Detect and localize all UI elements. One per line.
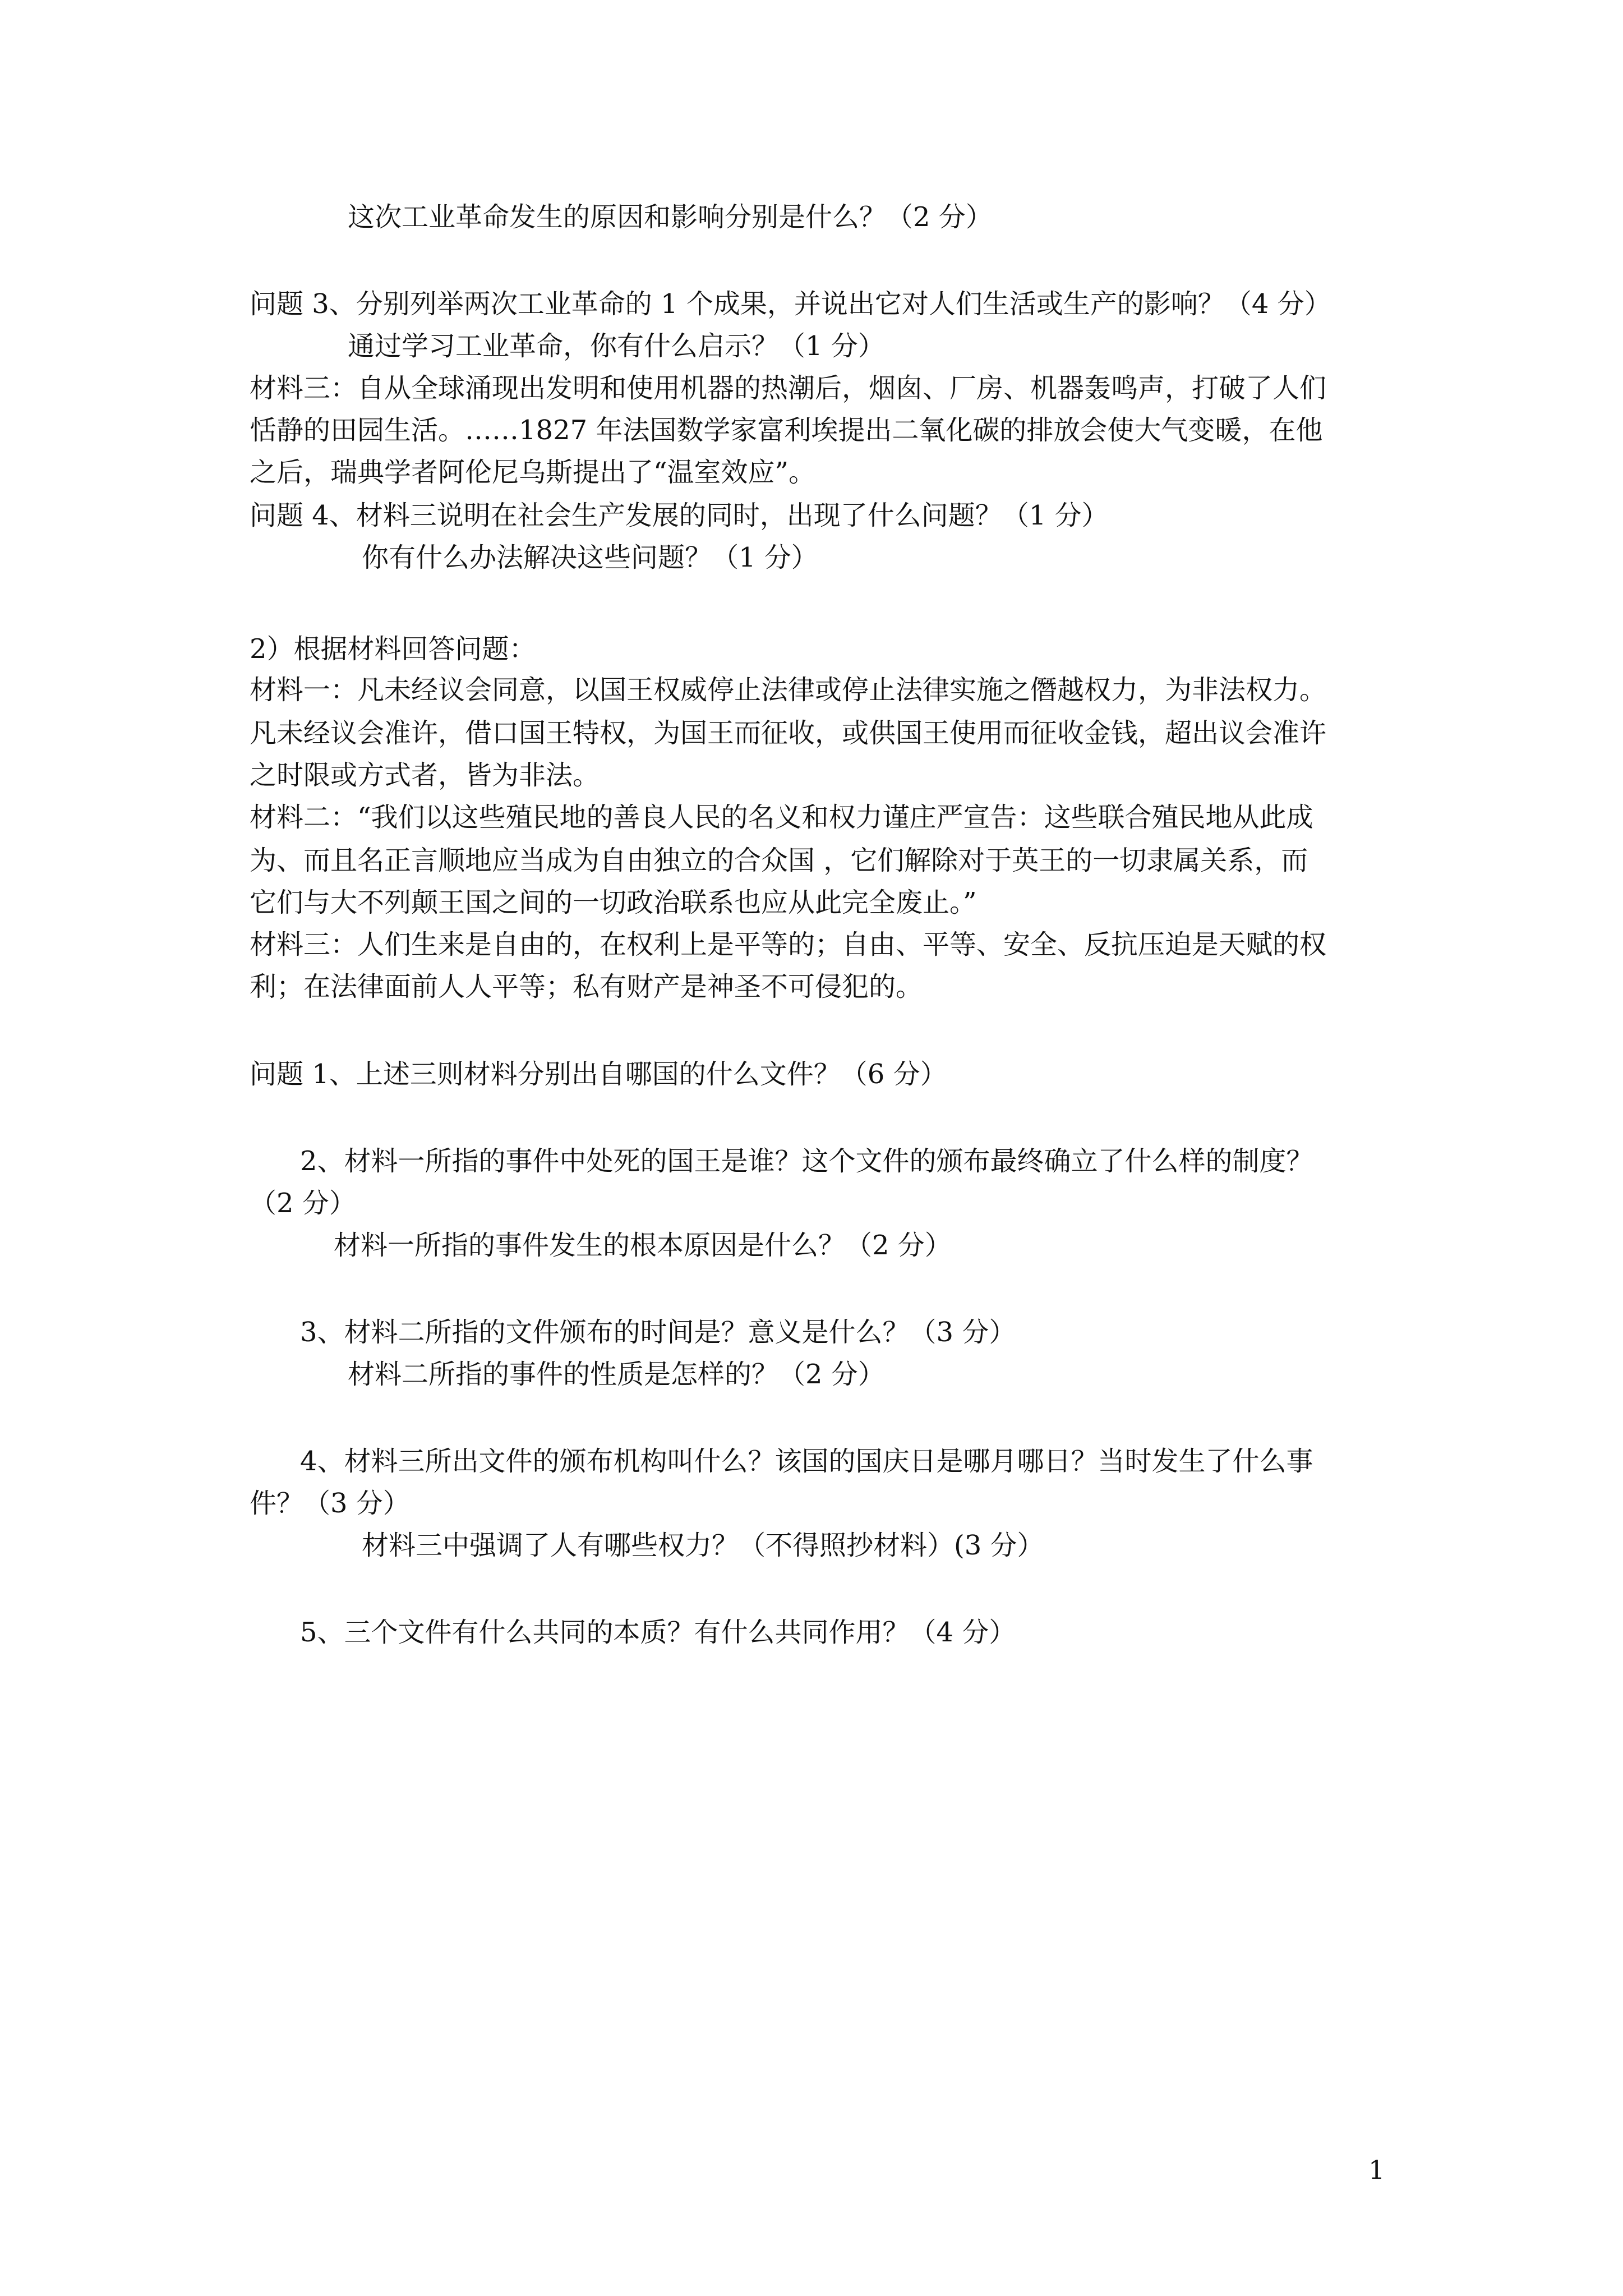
question-4b-line-2: 件？（3 分） xyxy=(250,1488,410,1519)
question-2-followup: 这次工业革命发生的原因和影响分别是什么？（2 分） xyxy=(348,201,993,233)
question-4: 问题 4、材料三说明在社会生产发展的同时，出现了什么问题？（1 分） xyxy=(250,500,1109,531)
question-3b-followup: 材料二所指的事件的性质是怎样的？（2 分） xyxy=(348,1359,885,1390)
question-5: 5、三个文件有什么共同的本质？有什么共同作用？（4 分） xyxy=(300,1617,1016,1648)
question-3b: 3、材料二所指的文件颁布的时间是？意义是什么？（3 分） xyxy=(300,1317,1016,1348)
question-1: 问题 1、上述三则材料分别出自哪国的什么文件？（6 分） xyxy=(250,1059,947,1090)
material-2-line-3: 它们与大不列颠王国之间的一切政治联系也应从此完全废止。” xyxy=(250,887,977,918)
page-number: 1 xyxy=(1368,2155,1385,2185)
question-3: 问题 3、分别列举两次工业革命的 1 个成果，并说出它对人们生活或生产的影响？（4 分） xyxy=(250,288,1331,320)
question-4b-followup: 材料三中强调了人有哪些权力？（不得照抄材料）(3 分） xyxy=(362,1530,1044,1561)
question-4b-line-1: 4、材料三所出文件的颁布机构叫什么？该国的国庆日是哪月哪日？当时发生了什么事 xyxy=(300,1446,1313,1477)
material-3-line-3: 之后，瑞典学者阿伦尼乌斯提出了“温室效应”。 xyxy=(250,457,816,488)
question-2-line-1: 2、材料一所指的事件中处死的国王是谁？这个文件的颁布最终确立了什么样的制度？ xyxy=(300,1145,1313,1177)
section-2-heading: 2）根据材料回答问题： xyxy=(250,633,536,665)
material-2-line-2: 为、而且名正言顺地应当成为自由独立的合众国 ，它们解除对于英王的一切隶属关系，而 xyxy=(250,845,1308,876)
material-1-line-1: 材料一：凡未经议会同意，以国王权威停止法律或停止法律实施之僭越权力，为非法权力。 xyxy=(250,674,1327,706)
material-3-line-1: 材料三：自从全球涌现出发明和使用机器的热潮后，烟囱、厂房、机器轰鸣声，打破了人们 xyxy=(250,372,1327,404)
material-1-line-2: 凡未经议会准许，借口国王特权，为国王而征收，或供国王使用而征收金钱，超出议会准许 xyxy=(250,717,1327,749)
question-4-followup: 你有什么办法解决这些问题？（1 分） xyxy=(362,542,818,573)
material-3-line-2: 恬静的田园生活。……1827 年法国数学家富利埃提出二氧化碳的排放会使大气变暖，在他 xyxy=(250,415,1323,446)
material-1-line-3: 之时限或方式者，皆为非法。 xyxy=(250,760,600,791)
question-3-followup: 通过学习工业革命，你有什么启示？（1 分） xyxy=(348,330,885,362)
material-2-line-1: 材料二：“我们以这些殖民地的善良人民的名义和权力谨庄严宣告：这些联合殖民地从此成 xyxy=(250,802,1313,833)
question-2-line-2: （2 分） xyxy=(250,1188,356,1219)
material-3b-line-2: 利；在法律面前人人平等；私有财产是神圣不可侵犯的。 xyxy=(250,971,923,1002)
material-3b-line-1: 材料三：人们生来是自由的，在权利上是平等的；自由、平等、安全、反抗压迫是天赋的权 xyxy=(250,929,1327,960)
question-2-followup-b: 材料一所指的事件发生的根本原因是什么？（2 分） xyxy=(334,1230,952,1261)
